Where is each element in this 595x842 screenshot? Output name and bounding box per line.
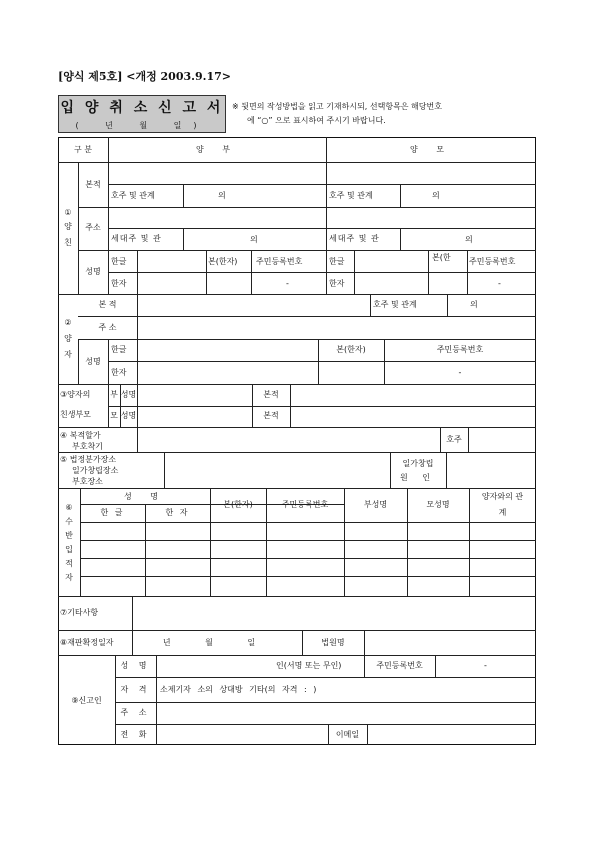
instruction-note-line1: ※ 뒷면의 작성방법을 읽고 기재하시되, 선택항목은 해당번호	[232, 102, 442, 111]
mother-hangul-label: 한글	[329, 257, 345, 266]
father-bon-label: 본(한자)	[208, 257, 238, 266]
reporter-label: ⑨신고인	[71, 696, 102, 705]
reason-label-2: 원 인	[400, 473, 436, 482]
reporter-resident-dash: -	[484, 661, 487, 670]
consent-label-char2: 반	[65, 531, 73, 540]
adoptee-resident-dash: -	[458, 368, 462, 377]
consent-relation-header-2: 계	[498, 508, 507, 517]
col-adoptive-mother: 양 모	[410, 145, 452, 154]
father-resident-dash: -	[286, 279, 289, 288]
adoptee-resident-no-label: 주민등록번호	[436, 345, 484, 354]
col-category: 구 분	[74, 145, 92, 154]
mother-hoju-label: 호주 및 관계	[329, 191, 373, 200]
restore-label-2: 부호착기	[72, 442, 103, 450]
consent-father-name-header: 부성명	[363, 500, 388, 509]
section2-label-char2: 자	[64, 350, 72, 359]
adoptee-relation-suffix: 의	[470, 300, 478, 309]
reporter-seal-label: 인(서명 또는 무인)	[276, 661, 342, 670]
form-code: [양식 제5호] <개정 2003.9.17>	[58, 70, 231, 83]
consent-hanja-header: 한 자	[165, 508, 190, 517]
adoptee-hanja-label: 한자	[111, 368, 127, 377]
reporter-phone-label: 전 화	[120, 730, 151, 739]
section1-label-char1: 양	[64, 222, 72, 231]
mother-head-label: 세대주 및 관	[329, 234, 380, 243]
mother-resident-dash: -	[498, 279, 501, 288]
restore-hoju-label: 호주	[446, 435, 462, 444]
reporter-qualification-options: 소제기자 소의 상대방 기타(의 자격 : )	[160, 685, 317, 694]
birth-mother-label: 모	[110, 411, 118, 420]
parents-address-label: 주소	[85, 223, 101, 232]
mother-bon-label: 본(한	[432, 253, 451, 262]
consent-label-char1: 수	[65, 517, 73, 526]
reporter-qualification-label: 자 격	[120, 685, 151, 694]
father-hangul-label: 한글	[111, 257, 127, 266]
document-title: 입 양 취 소 신 고 서	[60, 100, 224, 116]
place-label-3: 부호장소	[72, 477, 103, 486]
mother-hanja-label: 한자	[329, 279, 345, 288]
reporter-email-label: 이메일	[335, 730, 360, 739]
adoptee-address-label: 주 소	[98, 323, 117, 332]
title-date: ( 년 월 일)	[75, 121, 209, 130]
section2-label-char1: 양	[64, 334, 72, 343]
father-head-suffix: 의	[250, 235, 258, 244]
parents-honjeok-label: 본적	[85, 180, 101, 189]
reporter-name-label: 성 명	[120, 661, 151, 670]
birth-father-name-label: 성명	[120, 390, 137, 399]
trial-date-label: ⑧재판확정일자	[60, 638, 114, 647]
mother-relation-suffix: 의	[432, 191, 440, 200]
adoptee-hoju-label: 호주 및 관계	[373, 300, 417, 309]
consent-name-header: 성 명	[124, 492, 166, 501]
trial-date-format: 년 월 일	[162, 638, 272, 647]
birth-father-honjeok-label: 본적	[263, 390, 279, 399]
section1-label-num: ①	[64, 208, 72, 217]
parents-name-label: 성명	[85, 267, 101, 276]
adoptee-hangul-label: 한글	[111, 345, 127, 354]
consent-label-num: ⑥	[65, 503, 73, 512]
section2-label-num: ②	[64, 318, 72, 327]
consent-mother-name-header: 모성명	[426, 500, 450, 509]
birth-father-label: 부	[110, 390, 118, 399]
consent-hangul-header: 한 글	[100, 508, 125, 517]
consent-resident-no-header: 주민등록번호	[281, 500, 329, 509]
consent-label-char5: 자	[65, 573, 73, 582]
consent-label-char4: 적	[65, 559, 73, 568]
father-hoju-label: 호주 및 관계	[111, 191, 155, 200]
birth-mother-name-label: 성명	[120, 411, 137, 420]
reporter-resident-no-label: 주민등록번호	[376, 661, 423, 670]
birth-parents-label-2: 친생부모	[60, 410, 91, 419]
father-head-label: 세대주 및 관	[111, 234, 162, 243]
court-name-label: 법원명	[321, 638, 345, 647]
father-hanja-label: 한자	[111, 279, 127, 288]
adoptee-name-label: 성명	[85, 357, 101, 366]
father-relation-suffix: 의	[218, 191, 226, 200]
adoptee-honjeok-label: 본 적	[98, 300, 117, 309]
place-label-1: ⑤ 법정분가장소	[60, 455, 117, 464]
birth-mother-honjeok-label: 본적	[263, 411, 279, 420]
consent-label-char3: 입	[65, 545, 73, 554]
reporter-address-label: 주 소	[120, 708, 151, 717]
other-matters-label: ⑦기타사항	[60, 608, 99, 617]
instruction-note-line2: 에 “○” 으로 표시하여 주시기 바랍니다.	[247, 116, 386, 125]
consent-relation-header-1: 양자와의 관	[481, 492, 524, 501]
section1-label-char2: 친	[64, 238, 72, 247]
consent-bon-header: 본(한자)	[223, 500, 253, 509]
birth-parents-label-1: ③양자의	[60, 390, 91, 399]
mother-head-suffix: 의	[465, 235, 473, 244]
place-label-2: 일가창립장소	[72, 466, 119, 475]
adoptee-bon-label: 본(한자)	[336, 345, 366, 354]
mother-resident-no-label: 주민등록번호	[469, 257, 516, 266]
reason-label-1: 일가창립	[402, 459, 434, 468]
father-resident-no-label: 주민등록번호	[256, 257, 303, 266]
restore-label-1: ④ 복적할가	[60, 431, 101, 440]
col-adoptive-father: 양 부	[196, 145, 238, 154]
